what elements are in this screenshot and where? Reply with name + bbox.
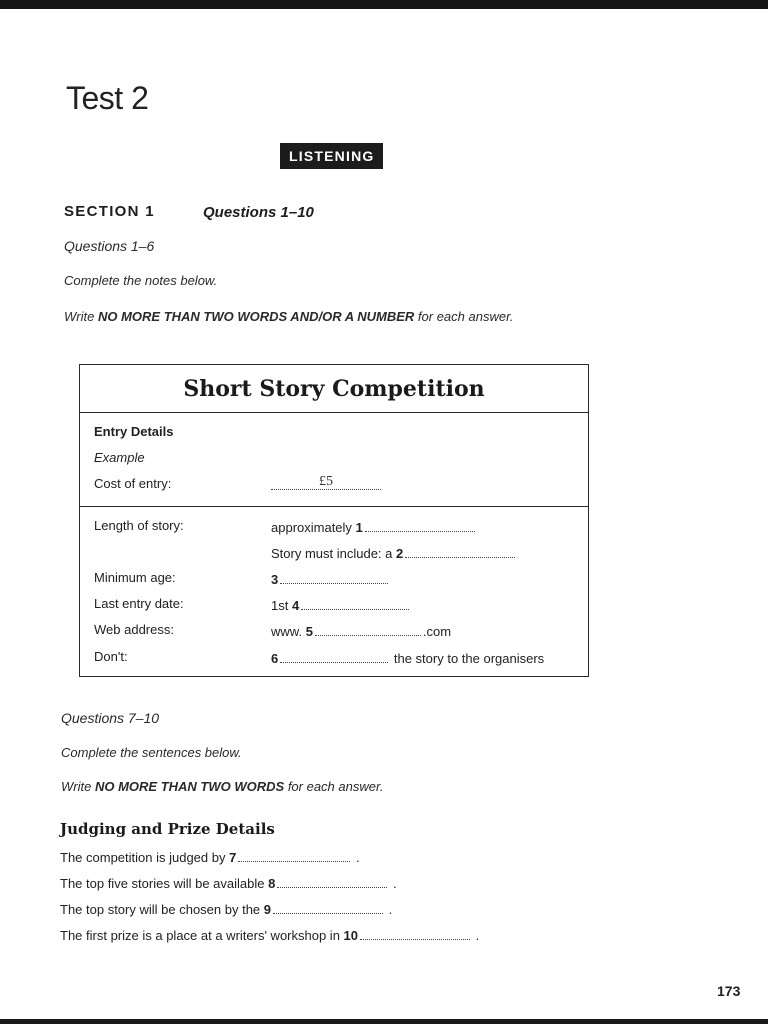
sentence-text: The first prize is a place at a writers' workshop in bbox=[60, 928, 340, 943]
sentence-8 bbox=[60, 876, 397, 891]
question-number-1: 1 bbox=[355, 520, 363, 535]
word-limit-instruction-2 bbox=[61, 779, 383, 794]
entry-details-heading: Entry Details bbox=[94, 424, 174, 439]
example-field-label: Cost of entry: bbox=[94, 476, 172, 491]
sentence-end: . bbox=[388, 902, 393, 917]
word-limit-prefix: Write bbox=[64, 309, 95, 324]
question-number-5: 5 bbox=[305, 624, 313, 639]
gap-row-1 bbox=[271, 520, 477, 535]
word-limit-bold: NO MORE THAN TWO WORDS AND/OR A NUMBER bbox=[97, 309, 415, 324]
sentence-end: . bbox=[392, 876, 397, 891]
field-label-minimum-age: Minimum age: bbox=[94, 570, 176, 585]
scan-bottom-edge bbox=[0, 1019, 768, 1024]
answer-blank-6[interactable] bbox=[280, 652, 388, 663]
page-title: Test 2 bbox=[66, 80, 149, 116]
sentence-end: . bbox=[475, 928, 480, 943]
gap-prefix: Story must include: a bbox=[271, 546, 393, 561]
instruction-sentences: Complete the sentences below. bbox=[61, 745, 242, 760]
question-number-3: 3 bbox=[271, 572, 279, 587]
question-number-10: 10 bbox=[343, 928, 359, 943]
sentence-text: The top five stories will be available bbox=[60, 876, 265, 891]
sentence-9 bbox=[60, 902, 392, 917]
answer-blank-1[interactable] bbox=[365, 521, 475, 532]
answer-blank-7[interactable] bbox=[238, 851, 350, 862]
example-answer-value: £5 bbox=[271, 474, 381, 490]
notes-title: Short Story Competition bbox=[80, 365, 588, 413]
sentence-text: The competition is judged by bbox=[60, 850, 226, 865]
sentence-10 bbox=[60, 928, 479, 943]
answer-blank-4[interactable] bbox=[301, 599, 409, 610]
word-limit-prefix: Write bbox=[61, 779, 92, 794]
question-number-4: 4 bbox=[291, 598, 300, 613]
example-label: Example bbox=[94, 450, 145, 465]
gap-row-5 bbox=[271, 624, 451, 639]
question-number-7: 7 bbox=[229, 850, 237, 865]
field-label-last-entry-date: Last entry date: bbox=[94, 596, 184, 611]
listening-badge: LISTENING bbox=[280, 143, 383, 169]
answer-blank-2[interactable] bbox=[405, 547, 515, 558]
sentence-text: The top story will be chosen by the bbox=[60, 902, 261, 917]
section-label: SECTION 1 bbox=[64, 203, 155, 220]
question-number-6: 6 bbox=[271, 651, 279, 666]
question-number-9: 9 bbox=[263, 902, 272, 917]
answer-blank-3[interactable] bbox=[280, 573, 388, 584]
gap-prefix: approximately bbox=[271, 520, 352, 535]
question-number-2: 2 bbox=[396, 546, 404, 561]
word-limit-bold: NO MORE THAN TWO WORDS bbox=[94, 779, 285, 794]
gap-row-2 bbox=[271, 546, 517, 561]
answer-blank-10[interactable] bbox=[360, 929, 470, 940]
section-questions: Questions 1–10 bbox=[203, 204, 314, 221]
scan-top-edge bbox=[0, 0, 768, 9]
field-label-web-address: Web address: bbox=[94, 622, 174, 637]
word-limit-suffix: for each answer. bbox=[287, 779, 384, 794]
questions-range-1-6: Questions 1–6 bbox=[64, 238, 155, 254]
instruction-notes: Complete the notes below. bbox=[64, 273, 218, 288]
sentence-end: . bbox=[355, 850, 360, 865]
judging-heading: Judging and Prize Details bbox=[60, 820, 275, 838]
word-limit-suffix: for each answer. bbox=[417, 309, 514, 324]
sentence-7 bbox=[60, 850, 360, 865]
question-number-8: 8 bbox=[268, 876, 276, 891]
example-answer bbox=[271, 472, 381, 490]
word-limit-instruction-1 bbox=[64, 309, 514, 324]
example-divider bbox=[80, 506, 588, 507]
answer-blank-5[interactable] bbox=[315, 625, 421, 636]
page-number: 173 bbox=[717, 983, 741, 999]
field-label-dont: Don't: bbox=[94, 649, 128, 664]
gap-row-6 bbox=[271, 651, 544, 666]
field-label-length: Length of story: bbox=[94, 518, 184, 533]
gap-suffix: .com bbox=[422, 624, 452, 639]
gap-prefix: 1st bbox=[271, 598, 289, 613]
gap-row-4 bbox=[271, 598, 411, 613]
gap-suffix: the story to the organisers bbox=[393, 651, 545, 666]
questions-range-7-10: Questions 7–10 bbox=[61, 710, 160, 726]
gap-prefix: www. bbox=[271, 624, 303, 639]
answer-blank-8[interactable] bbox=[277, 877, 387, 888]
answer-blank-9[interactable] bbox=[273, 903, 383, 914]
gap-row-3 bbox=[271, 572, 390, 587]
notes-table bbox=[79, 364, 589, 677]
